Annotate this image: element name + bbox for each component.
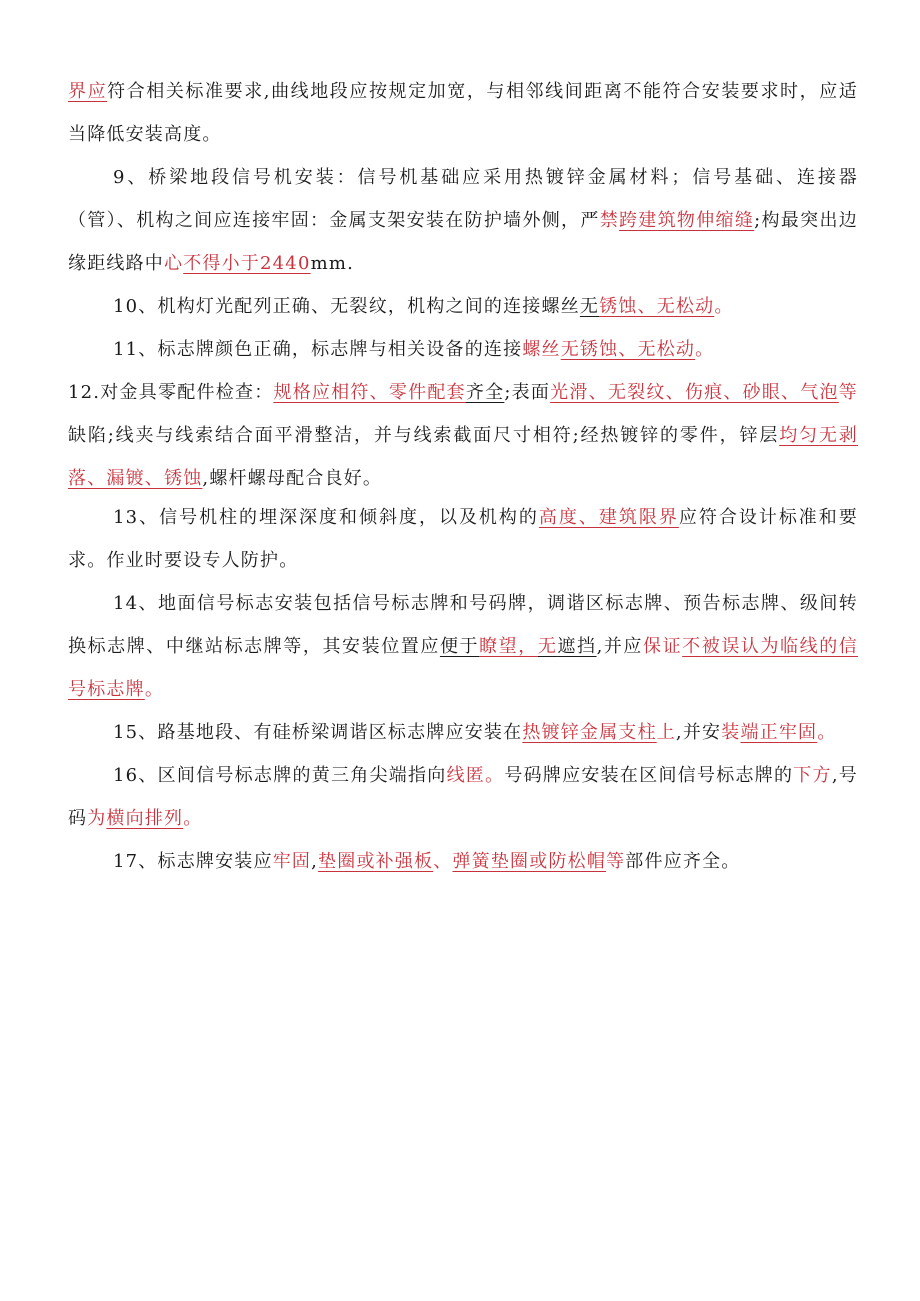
text-run: 。 xyxy=(817,722,837,743)
text-run: 端正牢固 xyxy=(740,722,818,743)
text-run: 。 xyxy=(144,679,165,700)
text-run: 无 xyxy=(537,636,558,657)
text-run: 锈蚀、无松动 xyxy=(599,296,715,317)
paragraph-p16 xyxy=(68,754,858,840)
paragraph-p9 xyxy=(68,156,858,285)
paragraph-p15 xyxy=(68,711,858,754)
text-run: 高度、建筑限界 xyxy=(538,507,679,528)
text-run: 便于 xyxy=(439,636,480,657)
text-run: mm. xyxy=(310,253,355,274)
paragraph-p10 xyxy=(68,285,858,328)
text-run: ,螺杆螺母配合良好。 xyxy=(202,468,383,489)
text-run: 等 xyxy=(606,851,626,872)
text-run: ,号码 xyxy=(68,765,859,829)
text-run: 垫圈或补强板 xyxy=(318,851,434,872)
text-run: 上 xyxy=(656,722,676,743)
text-run: 16、区间信号标志牌的黄三角尖端指向 xyxy=(113,765,447,786)
text-run: 下方 xyxy=(793,765,832,786)
text-run: 等 xyxy=(838,382,858,403)
text-run: 。 xyxy=(183,808,203,829)
text-run: 部件应齐全。 xyxy=(625,851,741,872)
text-run: 。 xyxy=(695,339,715,360)
text-run: 线匿 xyxy=(446,765,486,786)
text-run: 装 xyxy=(721,722,741,743)
text-run: ,并应 xyxy=(596,636,644,657)
text-run: 号码牌应安装在区间信号标志牌的 xyxy=(504,765,794,786)
text-run: ;表面 xyxy=(504,382,551,403)
text-run: 均匀无剥落、漏镀、锈蚀 xyxy=(68,425,858,489)
text-run: 不得小于2440 xyxy=(183,253,311,274)
text-run: 牢固 xyxy=(272,851,312,872)
text-run: , xyxy=(311,851,319,872)
text-run: 螺丝 xyxy=(522,339,561,360)
text-run: 禁 xyxy=(599,210,619,231)
text-run: 跨建筑物伸缩缝 xyxy=(619,210,755,231)
text-run: 。 xyxy=(485,765,505,786)
text-run: 不 xyxy=(682,636,702,657)
paragraph-p12 xyxy=(68,371,858,500)
text-run: 14、地面信号标志安装包括信号标志牌和号码牌，调谐区标志牌、预告标志牌、级间转换标志牌、中继站标志牌等，其安装位置应 xyxy=(68,593,858,657)
text-run: 为 xyxy=(87,808,107,829)
text-run: 规格应相符、零件配套 xyxy=(273,382,466,403)
text-run: 9、桥梁地段信号机安装：信号机基础应采用热镀锌金属材料；信号基础、连接器（管）、机构之间应连接牢固：金属支架安装在防护墙外侧，严 xyxy=(68,167,858,231)
text-run: 15、路基地段、有硅桥梁调谐区标志牌应安装在 xyxy=(113,722,523,743)
text-run: 齐全 xyxy=(465,382,505,403)
paragraph-p14 xyxy=(68,582,858,711)
text-run: 11、标志牌颜色正确，标志牌与相关设备的连接 xyxy=(113,339,523,360)
text-run: 无锈蚀、无松动 xyxy=(560,339,696,360)
text-run: 心 xyxy=(164,253,184,274)
text-run: 17、标志牌安装应 xyxy=(113,851,273,872)
text-run: 保证 xyxy=(643,636,683,657)
text-run: 光滑、无裂纹、伤痕、砂眼、气泡 xyxy=(550,382,839,403)
text-run: ;构最突出边缘距线路中 xyxy=(68,210,858,274)
paragraph-p8-cont xyxy=(68,70,858,156)
text-run: 热镀锌金属支柱 xyxy=(522,722,657,743)
text-run: 弹簧垫圈或防松帽 xyxy=(452,851,607,872)
text-run: 应符合设计标准和要求。作业时要设专人防护。 xyxy=(68,507,858,571)
text-run: 、 xyxy=(433,851,453,872)
text-run: 13、信号机柱的埋深深度和倾斜度，以及机构的 xyxy=(113,507,539,528)
paragraph-p13 xyxy=(68,496,858,582)
text-run: 被误认为临线的信号标志牌 xyxy=(68,636,858,700)
text-run: 遮挡 xyxy=(557,636,597,657)
text-run: 横向排列 xyxy=(106,808,184,829)
text-run: 缺陷;线夹与线索结合面平滑整洁，并与线索截面尺寸相符;经热镀锌的零件，锌层 xyxy=(68,425,780,446)
text-run: 无 xyxy=(579,296,600,317)
text-run: 符合相关标准要求,曲线地段应按规定加宽，与相邻线间距离不能符合安装要求时，应适当降低安装高度。 xyxy=(68,81,858,145)
text-run: 10、机构灯光配列正确、无裂纹，机构之间的连接螺丝 xyxy=(113,296,580,317)
paragraph-p11 xyxy=(68,328,858,371)
paragraph-p17 xyxy=(68,840,858,883)
text-run: 。 xyxy=(714,296,734,317)
text-run: 12.对金具零配件检查： xyxy=(68,382,274,403)
text-run: 界应 xyxy=(68,81,108,102)
text-run: 瞭望， xyxy=(479,636,538,657)
text-run: ,并安 xyxy=(675,722,722,743)
